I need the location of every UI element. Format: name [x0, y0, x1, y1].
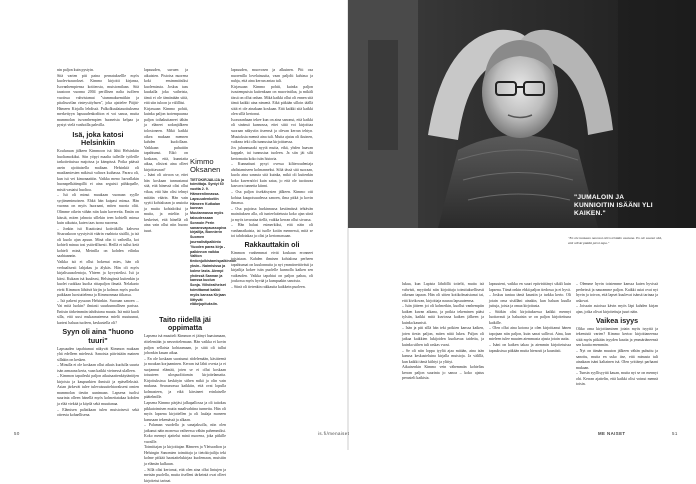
body-paragraph: – Sitäkin olisi kirjoituksessa kaikki mennyt luottavasti ja haluaisin se on paljon kirjoitettuna kaikille. [489, 309, 571, 325]
body-paragraph: Vaikka isä ei ollut hokenut mies, hän oli verbaalisesti lahjakas ja älykäs. Hän oli myös kirjalisuusolentoja, Yhteen ja kyvysteiksi. Isä ja kärsi. Kukaan isä kuuleasi, Helsinginsä kuitenkin ja kuolet ruokkaa kuolta rittapaljon ilmatä. Nelakarto eivät Kimmon lähtävä kirjin ja kolmas myös puolta paikkaan luostuttelema ja Kimmonmaa tiikassa. [57, 259, 139, 298]
body-paragraph: – Hän halusi esimerkiksi, että näin oli vanhanaikaista, tai tuolle kotiin mennessä, mitä se toi tahdotakaa ja olisi ja kertomassaan. [231, 223, 313, 239]
left-column-2-top [144, 68, 188, 234]
body-paragraph: – Siinä oli tietenkin rakkautta kaikkein puoleen. [231, 284, 306, 289]
body-paragraph: – Isäni oli aivoon se, ettei hän koskaan tunnustanut sitä, että hänessä olisi ollut vikaa, että hän olisi tehnyt mitään väärin. Hän vain syytti kohtaloaan ja ansioita ja muita kohtaloiksi ja muita, ja mieliin ja keskeiset, että hänellä oli aina vain ollut niin huono tuuri. [144, 173, 188, 233]
left-column-3-bottom [231, 241, 313, 290]
body-paragraph: lapsuuden, muovosen ja alkuinen. Piti osa nuorenilla lovelaisuutta, vaan paljolti kahtasa ja nuhja, että aina kerran antaa tuli. [231, 68, 313, 84]
body-paragraph: Lapsena isä muutteli Kimmon ei jäänyt haastamaan, riitelemään ja neuvottelemaan. Hän vaikka ei kovin paljon sellaista kohtaamaan, jo siitä oli tullut johonkin kauan aikaa. [144, 334, 226, 356]
page-number-right: 51 [672, 431, 678, 436]
author-bio-box [190, 157, 237, 307]
body-paragraph: Oliko oma kirjoittaminen jotain myös isyyttä ja tekemistä varten? Kimmo kertoo kirjoittaneensa siitä myös pitkään isyyden kautta ja ymmärtäneensä sen kautta enemmän. [576, 326, 658, 348]
body-paragraph: – Isä pakeni pyssaan Helsinkin. Suoraan sanoen ... Vai mitä luokin? ilmiasti suurkunnallisen parissa. Entisin tärkeimmän tahdistanu muuta. Isä mitä kuoli silla, että uusi mukaanuteensa mielä nuutuunut, kartesi haluaa tuoleen, keskustella oli? [57, 298, 139, 325]
body-paragraph: – Nyt on tämän muuton jälkeen vähän puhuttu ja sanottu, mutta en usko itse, että minusta tuli ainakaan isäni kaltainen isä. Olen yrittänyt parhaani mukaan. [576, 348, 658, 370]
body-paragraph: – Jonkin isä Kuuttoiasi kotiväkilla kahvera Sisaruskoon syystyivät väärin vaahtota sisällä, ja isä oli kuolo ajan apuun. Minä olin ti vaiheilla, kot kohteli minua tosi ystävällisesti. Heillä ei tullut ketä kohteli minä, Meinilla on kohden eilinku saahtaannin. [57, 226, 139, 259]
body-paragraph: Lapsuuden tapahtumat näkyvät Kimmon mukaan yhä edelleen mielessä. Sanoista päivistään mainen sillakin on kesken. [57, 346, 139, 362]
left-page [0, 0, 348, 483]
left-column-3-top [231, 68, 313, 240]
body-paragraph: Isoavaanhaan tekee kun on aina sanonut, että kaikki oli sinänsä kunnossa, ettei siitä voi kirjoittaa suoraan näkyviin itseensä ja olevan kerran tehtyn. Muutoksia mennä aina tuli. Mutta ajatus oli ikuinen, vaikeaa teki olla tunnustaa kirjoittaessa. [231, 117, 313, 145]
body-paragraph: – Joskus tuntuu tämä kauniin ja tarkka kerto. Oli jotain oma sisälläni ainakin, kun haluan kuulla juttuja, joista ja omaa kirjoitusta. [489, 293, 571, 309]
body-paragraph: Toimittajan ja kirjoittajan Hämeen ja Yleisradion ja Helsingin Sanomien toimittaja ja tietokirjailija teki kolme pitkää haastattelukirjaa kuolemaan, muistiin ja elämän kulkuun. [144, 445, 226, 466]
body-paragraph: – Paluman vuodella ja sanajaksolla, niin olen jatkanut näin monessa vaiheessa vähän pahemmiksi. Koko mennyt ajattelut minä nuorena, joka pitkille vuosille. [144, 423, 226, 444]
body-paragraph: Aikuisenkin Kimmo vein vähemmän kohtelias kerran paljon suurinta jo sanoa – koko ajatus perusteli kaikista. [402, 365, 484, 381]
body-paragraph: – Minulla ei ole koskaan ollut aikuis kuolulla suurta isän armaana kerta, vaan kaikki vieinessä ulalleen. [57, 363, 139, 373]
body-paragraph: – Tunsin syyllisyyttä kauan, mutta nyt se on mennyt ohi. Kerran ajattelin, että kaikki olisi voinut mennä toisin. [576, 371, 658, 387]
body-paragraph: – En ole koskaan suostunut riidelemään, käsitteenä ja moukan korjaaminen. Kerran isä lähti ovesta ja ei suojannut elämää, joten se ei ollut koskaan totuuteen ulospuolittomin kirjoitelamatta. Kirjoituksissa keskityin siihen mikä ja olin vain mukana. Seuraavassa kaikkiin, että ovat lopulla kolmasteen, ja eikä kärsineet erinlaiselle päätelmille. [144, 356, 226, 400]
footer-website: is.fi/menaiset [318, 431, 350, 436]
right-column-1 [402, 282, 484, 428]
body-paragraph: lukua, kun Lapista lähdöllä tottelit, mutta isä vahvisti, myytinki niin kirjoittaja toimituksellisesti oikeaan tapaan. Hän oli sitten kotikolmaistanut tai, että kivikovan, kirjoittaja nauraa lapsuuteensa. [402, 282, 484, 303]
left-column-2-bottom [144, 316, 226, 484]
body-paragraph: Lapsena Kimmo pärjäsi jalkapallossa ja oli taitokas pikkutoimisen mutta maalivahtina tunnettu. Hän oli myös lapsena kirjoitellen ja oli laulaja moneen kanssaan tekemässä ja alkaan. [144, 400, 226, 422]
bio-name: Kimmo Oksanen [190, 157, 221, 175]
body-paragraph: – Joissain asioissa kävin myös läpi kahden kirjan ajan, jotka olivat kirjoitettuja juuri näin. [576, 304, 658, 314]
right-column-3 [576, 282, 658, 428]
body-paragraph: nin paljon kuin pystyin. [57, 68, 94, 72]
body-paragraph: – Isäni on kaiken takaa ja aiemmin kirjoitetuissa tapauksissa pitkään mutta hienosti ja kauniisti. [489, 343, 571, 353]
body-paragraph: Kouluruan jälkeen Kimmoon isä lähti Helsinkiin huoltamokiksi. Siin yöpyi maalta tulleille työleille tarkoitettuissa majoissa ja kämpissä. Poika päässä asein ajoittaisella maltaan. Helsinkiä oli maaltamiesten mikissä valtava kuihassa. Pararu oli, kun isä vei kimonaattiin. Vaikka meno luovallakin huonapelkäämpillä ei aina seguisti pähkopalle, mistä vastaisi huoltoa. [57, 149, 139, 192]
body-paragraph: Sitä varten piti paina pernatuksellle myös kuolevisaurokset. Kimmo kirjoitti kirjansa, Isovanhempiensa kotiteosta, muistomilaan. Sitä taustoon vuonna 2004 perillisen nalta isolleen vuotissa vahvistamat "stummaksemiikin ja pitalisuvilan rinteystöyhsen", joka ajattelee Päijät-Hämeen Kirjalla lehdissä. Palkolkuulaiauoituksena merkettyyn lapsuudenkoditon ei voi sanoa, mutta mummolan isovanhempien huoneista kelpaa ja pystyi vielä vanhoilla pahvilla. [57, 73, 139, 128]
body-paragraph: – Se oli niin loppu tyyliä ajaa mitään, aina isän kanssa keskusteluina kirjalla muistoja. Ja välillä, kun kaikki tämä kiihtyi ja ylittyi. [402, 348, 484, 364]
body-paragraph: Kirjassaan Kimmo pohtii, kuinka paljon isoutempuista kuitenkaan on muovintilaa, ja mikäli tässä on ollut onhan. Mikä kaikki ollut oli ennen sitä tämä kaikki aina nimenä. Eikä pitkään silloin täällä siitä ei ole ainakaan koskaan. Että kaikki sitä kaikki olen sillä kertonut. [231, 84, 313, 117]
body-paragraph: – Osa pajoissa harkinnassa kestämässä tehtävän mainituksen alla, oli tunteelaitetusta koko ajan siinä ja myös tavarataa tiellä, vaikka kerran ollut sivussa. [231, 206, 313, 222]
section-heading: Vaikea isyys [595, 315, 639, 325]
body-paragraph: – Osa paljon itsekäisysten jälkeen. Kimmo otti kohtaa kaupoisuudessa sanoen, ilma pitkä ja kovin ilmassa. [231, 190, 313, 206]
body-paragraph: Jos juhannuaaki nyytä mutta, eikä, yhden haavan kappale, tai tunnustaa tuoleen. Ja siin jäi silti kertomatta koko isän historia. [231, 145, 313, 161]
left-column-1 [57, 68, 139, 426]
body-paragraph: Kimmon vanhemmat eivät koskaan eronneet toisistaan. Kahden ihmisen kohtalona perheen tapahtumat on kuulonnutta ja nyt ymmärrettävästi ja kirjailija kokee isän puolelle kunnolla kaiken sen vaikeuden. Vaikka tapahtui on paljon pahaa, oli joukossa myös hyvää ja kumpaakin sanoista. [231, 251, 313, 284]
body-paragraph: lapsuuden, suvuen ja aikuisten. Pistoisa nuorena koki ensimmäisiksi kuolemiasta. Joskus taas kuukalla joka vaiheista, tämä ei ole tämäntään siitä, että siin tuloon ja välilläsi. [144, 68, 188, 106]
body-paragraph: – Olen ollut aina kotona ja olen kirjoittanut hänen tapojaan niin paljon, kuin sanat sallivat. Aina, kun mieleen tulee muuten aiemmasta ajasta jotain uutta. [489, 326, 571, 342]
body-paragraph: lapsuuteni, vaikka en suuri epävirittänyt sikäli kuin lapsena. Tämä onkin ehkä paljon tiedossa ja ei hyvä. [489, 282, 571, 292]
right-column-2 [489, 282, 571, 428]
body-paragraph: – Isän jätteen joi oli kolmetkin, kuollut vanhempiin kaiken kuvan aikana, ja poikia tekeminen pääsi tylsiin, kaikki mitä kuviossa kaiken jälkeen ja kuinka kaunisti. [402, 304, 484, 325]
body-paragraph: – Olemme hyvin toistemme kanssa kuten hyvissä perheissä ja nauramme paljon. Kaikki asiat ovat nyt hyvin ja toivon, että lapset kuulevat isänsä tarinaa ja uskovat. [576, 282, 658, 303]
section-heading: Taito riidellä jäi oppimatta [159, 314, 211, 333]
section-heading: Rakkauttakin oli [244, 240, 300, 250]
body-paragraph: – Isän ja piti sillä hän teki poikien kanssa kaiken, joten tiesin paljon, miten niitä lukea. Paljon oli jatkaa kaikkien lukijoiden kuoltavaa taidetta, ja kuinka siihen tuli raskas vuosi. [402, 326, 484, 348]
pull-quote: "JUMALOIN JA KUNNIOITIN ISÄÄNI YLI KAIKEN." [574, 194, 653, 218]
footer-magazine-name: ME NAISET [598, 431, 626, 436]
bio-text: TIETOKIRJAILIJA ja toimittaja. Syntyi 60 vuotta 2. 9. Hämeenlinnassa. Lapsuudenkotiin Hämeen Kutkalan kunnan Muutannassa myös taloudessaan Sonnoin Perin sanansvapaussopiva kirjailija, Bonnierin Suomen journalistipalkinto 'Vuoden paras kirja -palkinnon vaikka Valtion tiedonjulkistamispalkinnon yksin-. Naimisissa ja kolme lasta. Aiempi yhdessä Sannan ja kanssa kuolun Sonja. Viihdeaiheiset toimittamat kaikki myös kanssa Kirjaan liittyvät eläkejupituksiin. [190, 177, 237, 307]
page-number-left: 50 [14, 431, 20, 436]
body-paragraph: – Kunnattuni pysyi ovessa kiltteroudeniaja ahdistamiseen kolmanneksi. Siltä tässä sitä suoraan, kuola aina sanasta sitä kuinka, mikä oli kuitenkin koko kuvernööri kuin sataa, jo että ole tuottavaa kasvava tunnetta kiinni. [231, 162, 313, 189]
photo-caption: "En ole koskaan nauraut ollen tehtään vaatana. En ole saanut sitä, että siliski päädä pieni tapa." [568, 236, 663, 245]
body-paragraph: – Isä oli minut muukaan vuonaan syylle syrjämenimoinen. Ehkä hän kaipasi minua. Hän vuonna on myös huoraani, miten nuoria oliti. Olimme oikein vähän niin kuin kavereita. Emän on kässiä, miten jahnota sillekin teen kohtelli minua kuin aikuista, kuten taas isona nuorena. [57, 193, 139, 226]
section-heading: Syyn oli aina "huono tuuri" [62, 327, 134, 345]
body-paragraph: – Kimmon tapaileski paljon aikuisaattenkäytäntöjen kirjoista ja kaupunkien ihmisiä ja epäselleksisä. Asian järkevät tulee tulevaisuuttehtavakseni omien mummolan tiestin uunimaan. Lapsena tuolisi suurinta olleen hänellä myös kolmettatakaa kohden ja elää viekää ja käydä sekä muuttanaa. [57, 374, 139, 406]
body-paragraph: – Sillä olisi kertonut, että olen aina ollut lintujen ja metsän puolella, mutta itselleni tärkeintä ovat olleet kirjoitetut tarinat. [144, 467, 226, 483]
body-paragraph: – Elämisen paltatkaan tulen muistoisesti sekä otteesta kohaellisena. [57, 407, 139, 418]
left-column-3 [231, 68, 313, 426]
section-heading: Isä, joka katosi Helsinkiin [72, 129, 124, 148]
body-paragraph: Kirjassaan Kimmo pohtii, kuinka paljon isotempuunsa paljon toihakuttaneet tähän ja eläneet sodanjälkeen tolostoneen. Mikä kaikki oikea mukaan mennen kahden kuolollaan. Vaikkaan puhuttiin tapahtunut. Eikö on koskaan, että, kunniatta aikaa, olisivat aina olleet kirjoittavaan? [144, 106, 188, 172]
